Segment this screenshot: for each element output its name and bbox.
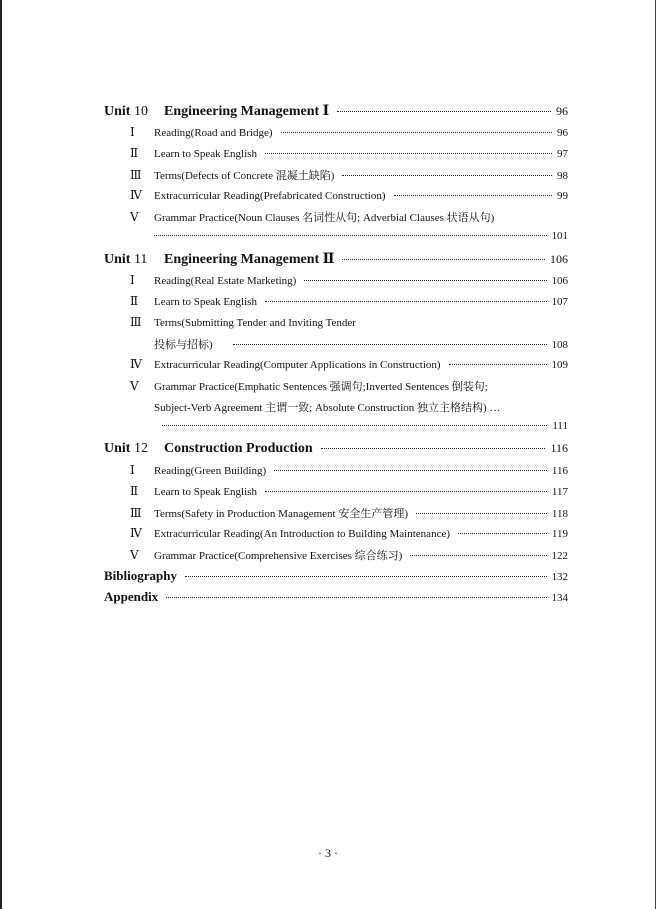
page-number: 117 bbox=[551, 486, 568, 498]
item-title-continued: 投标与招标) bbox=[154, 339, 213, 351]
toc-item bbox=[104, 188, 568, 209]
bibliography-label: Bibliography bbox=[104, 568, 177, 583]
dot-leader bbox=[154, 235, 547, 236]
appendix-label: Appendix bbox=[104, 589, 159, 604]
page-number: 106 bbox=[550, 252, 568, 266]
item-title: Extracurricular Reading(Computer Applications in Construction) bbox=[154, 359, 441, 371]
dot-leader bbox=[410, 555, 546, 556]
page-number: 111 bbox=[552, 420, 568, 432]
item-title: Extracurricular Reading(Prefabricated Construction) bbox=[154, 190, 386, 202]
dot-leader bbox=[416, 513, 547, 514]
toc-unit-12 bbox=[104, 441, 568, 463]
toc-appendix bbox=[104, 589, 568, 610]
page-number: 109 bbox=[551, 359, 568, 371]
toc-item bbox=[104, 526, 568, 547]
folio: · 3 · bbox=[318, 846, 338, 860]
dot-leader bbox=[233, 344, 547, 345]
unit-number: Unit 12 bbox=[104, 441, 148, 456]
dot-leader bbox=[166, 597, 546, 598]
item-numeral: Ⅲ bbox=[130, 168, 142, 182]
page-number: 116 bbox=[550, 441, 568, 455]
dot-leader bbox=[449, 364, 547, 365]
item-numeral: Ⅲ bbox=[130, 315, 142, 329]
page-number: 98 bbox=[557, 170, 568, 182]
dot-leader bbox=[162, 425, 547, 426]
toc-item bbox=[104, 547, 568, 568]
toc-unit-11 bbox=[104, 251, 568, 273]
unit-title: Engineering Management Ⅰ bbox=[164, 104, 330, 119]
item-title: Reading(Green Building) bbox=[154, 465, 267, 477]
toc-item bbox=[104, 505, 568, 526]
page-number: 116 bbox=[551, 465, 568, 477]
item-numeral: Ⅲ bbox=[130, 506, 142, 520]
unit-number: Unit 11 bbox=[104, 252, 148, 267]
item-title: Grammar Practice(Noun Clauses 名词性从句; Adverbial Clauses 状语从句) bbox=[154, 212, 495, 224]
item-title: Learn to Speak English bbox=[154, 148, 257, 160]
toc-item bbox=[104, 484, 568, 505]
item-numeral: Ⅱ bbox=[130, 146, 139, 160]
page-number: 134 bbox=[551, 592, 568, 604]
item-title: Extracurricular Reading(An Introduction to Building Maintenance) bbox=[154, 528, 450, 540]
dot-leader bbox=[274, 470, 547, 471]
page-number: 97 bbox=[557, 148, 568, 160]
toc-item bbox=[104, 125, 568, 146]
page-number: 101 bbox=[551, 230, 568, 242]
toc-item-continuation bbox=[104, 399, 568, 420]
item-numeral: Ⅱ bbox=[130, 294, 139, 308]
dot-leader bbox=[321, 448, 546, 449]
item-title: Terms(Defects of Concrete 混凝土缺陷) bbox=[154, 170, 335, 182]
item-numeral: Ⅴ bbox=[130, 548, 139, 562]
unit-title: Construction Production bbox=[164, 441, 313, 456]
page-number: 96 bbox=[556, 104, 568, 118]
dot-leader bbox=[265, 491, 547, 492]
page-border-left bbox=[0, 0, 2, 909]
dot-leader bbox=[342, 259, 545, 260]
page-number: 108 bbox=[551, 339, 568, 351]
page-number: 118 bbox=[551, 508, 568, 520]
toc-item bbox=[104, 315, 568, 336]
unit-title: Engineering Management Ⅱ bbox=[164, 252, 335, 267]
toc-item bbox=[104, 294, 568, 315]
item-numeral: Ⅳ bbox=[130, 357, 142, 371]
dot-leader bbox=[337, 111, 551, 112]
table-of-contents bbox=[104, 103, 568, 610]
item-title-continued: Subject-Verb Agreement 主谓一致; Absolute Construction 独立主格结构) … bbox=[154, 402, 501, 414]
item-title: Learn to Speak English bbox=[154, 486, 257, 498]
dot-leader bbox=[265, 301, 547, 302]
item-numeral: Ⅰ bbox=[130, 273, 135, 287]
dot-leader bbox=[304, 280, 546, 281]
item-title: Terms(Safety in Production Management 安全生产管理) bbox=[154, 508, 409, 520]
page-number: 96 bbox=[557, 127, 568, 139]
toc-item bbox=[104, 273, 568, 294]
dot-leader bbox=[265, 153, 552, 154]
toc-item bbox=[104, 378, 568, 399]
dot-leader bbox=[185, 576, 547, 577]
dot-leader bbox=[342, 175, 552, 176]
item-title: Grammar Practice(Emphatic Sentences 强调句;Inverted Sentences 倒装句; bbox=[154, 381, 488, 393]
toc-item-continuation bbox=[104, 420, 568, 441]
toc-item bbox=[104, 209, 568, 230]
item-title: Reading(Real Estate Marketing) bbox=[154, 275, 297, 287]
toc-item bbox=[104, 167, 568, 188]
dot-leader bbox=[458, 533, 547, 534]
toc-item bbox=[104, 357, 568, 378]
toc-unit-10 bbox=[104, 103, 568, 125]
page-number: 119 bbox=[551, 528, 568, 540]
item-title: Reading(Road and Bridge) bbox=[154, 127, 273, 139]
page-number: 132 bbox=[551, 571, 568, 583]
item-numeral: Ⅰ bbox=[130, 463, 135, 477]
page-number: 106 bbox=[551, 275, 568, 287]
item-title: Terms(Submitting Tender and Inviting Tender bbox=[154, 317, 356, 329]
item-title: Learn to Speak English bbox=[154, 296, 257, 308]
item-numeral: Ⅴ bbox=[130, 379, 139, 393]
item-title: Grammar Practice(Comprehensive Exercises 综合练习) bbox=[154, 550, 403, 562]
dot-leader bbox=[281, 132, 552, 133]
toc-bibliography bbox=[104, 568, 568, 589]
page-number: 99 bbox=[557, 190, 568, 202]
dot-leader bbox=[394, 195, 552, 196]
item-numeral: Ⅴ bbox=[130, 210, 139, 224]
page-number: 122 bbox=[551, 550, 568, 562]
toc-item bbox=[104, 463, 568, 484]
toc-item-continuation bbox=[104, 230, 568, 251]
item-numeral: Ⅰ bbox=[130, 125, 135, 139]
item-numeral: Ⅳ bbox=[130, 526, 142, 540]
page-number: 107 bbox=[551, 296, 568, 308]
item-numeral: Ⅳ bbox=[130, 188, 142, 202]
toc-item bbox=[104, 146, 568, 167]
unit-number: Unit 10 bbox=[104, 104, 148, 119]
toc-item-continuation bbox=[104, 336, 568, 357]
item-numeral: Ⅱ bbox=[130, 484, 139, 498]
